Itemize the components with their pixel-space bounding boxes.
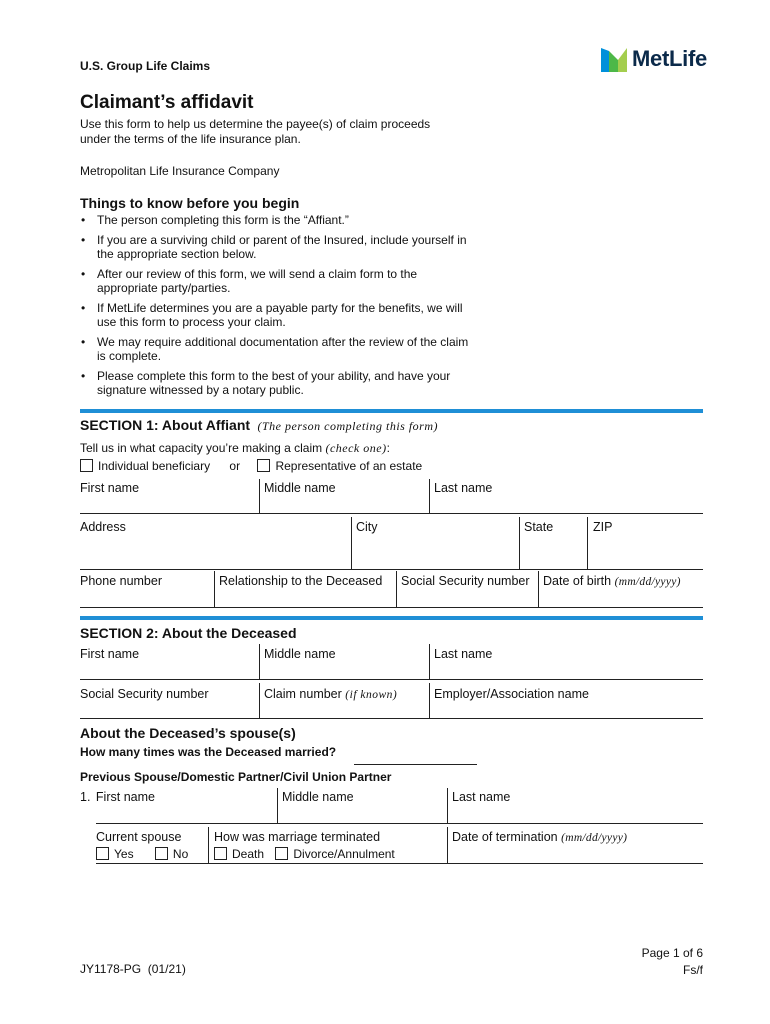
times-married-field[interactable] — [354, 749, 477, 765]
affiant-dob-label — [543, 574, 681, 590]
document-category: U.S. Group Life Claims — [80, 59, 211, 73]
section1-divider — [80, 409, 703, 413]
deceased-last-name-label: Last name — [434, 647, 493, 661]
affiant-phone-label: Phone number — [80, 574, 163, 588]
list-item: • After our review of this form, we will send a claim form to the appropriate party/parties. — [80, 267, 470, 295]
section1-title-note: (The person completing this form) — [257, 419, 439, 433]
claim-number-text: Claim number — [264, 687, 342, 701]
metlife-logo — [601, 45, 711, 73]
dob-label-text: Date of birth — [543, 574, 612, 588]
row-underline — [80, 607, 703, 608]
employer-field[interactable] — [430, 702, 703, 718]
no-label: No — [172, 847, 189, 861]
spouse-middle-name-field[interactable] — [278, 806, 447, 823]
or-text: or — [229, 459, 241, 473]
things-to-know-heading: Things to know before you begin — [80, 195, 300, 211]
date-termination-note: (mm/dd/yyyy) — [561, 832, 628, 844]
intro-text: Use this form to help us determine the payee(s) of claim proceeds under the terms of the life insurance plan. — [80, 117, 431, 146]
date-termination-label — [452, 830, 627, 846]
current-spouse-yes-checkbox[interactable] — [96, 847, 109, 860]
individual-beneficiary-label: Individual beneficiary — [98, 459, 211, 473]
termination-divorce-option[interactable] — [275, 847, 394, 861]
capacity-prompt — [80, 441, 390, 456]
current-spouse-no-checkbox[interactable] — [155, 847, 168, 860]
termination-death-option[interactable] — [214, 847, 264, 861]
row-underline — [80, 569, 703, 570]
spouse-first-name-field[interactable] — [96, 806, 277, 823]
section1-heading — [80, 417, 438, 435]
spouse-first-name-text: First name — [95, 790, 155, 804]
company-name: Metropolitan Life Insurance Company — [80, 164, 280, 178]
deceased-middle-name-field[interactable] — [260, 662, 429, 679]
current-spouse-yes-option[interactable] — [96, 847, 134, 861]
estate-representative-checkbox[interactable] — [257, 459, 270, 472]
affiant-last-name-label: Last name — [434, 481, 493, 495]
how-terminated-label: How was marriage terminated — [214, 830, 381, 844]
list-item: • We may require additional documentation after the review of the claim is complete. — [80, 335, 470, 363]
affiant-ssn-label: Social Security number — [401, 574, 530, 588]
affiant-address-field[interactable] — [80, 536, 351, 569]
times-married-label: How many times was the Deceased married? — [80, 745, 337, 759]
affiant-dob-field[interactable] — [539, 590, 703, 607]
spouse-heading: About the Deceased’s spouse(s) — [80, 725, 296, 741]
yes-label: Yes — [114, 847, 134, 861]
section2-title: SECTION 2: About the Deceased — [80, 625, 297, 641]
individual-beneficiary-option[interactable] — [80, 459, 210, 473]
spouse-last-name-label: Last name — [452, 790, 511, 804]
affiant-relationship-label: Relationship to the Deceased — [219, 574, 383, 588]
termination-options — [214, 847, 395, 862]
affiant-zip-field[interactable] — [588, 536, 703, 569]
previous-spouse-heading: Previous Spouse/Domestic Partner/Civil Union Partner — [80, 770, 392, 784]
deceased-middle-name-label: Middle name — [264, 647, 336, 661]
claim-number-note: (if known) — [345, 689, 398, 701]
page-number: Page 1 of 6 — [641, 946, 703, 960]
estate-representative-option[interactable] — [257, 459, 422, 473]
termination-divorce-checkbox[interactable] — [275, 847, 288, 860]
section2-divider — [80, 616, 703, 620]
affiant-ssn-field[interactable] — [397, 590, 538, 607]
affiant-zip-label: ZIP — [593, 520, 613, 534]
row-underline — [96, 823, 703, 824]
date-termination-text: Date of termination — [452, 830, 558, 844]
row-underline — [80, 513, 703, 514]
current-spouse-label: Current spouse — [96, 830, 182, 844]
affiant-first-name-label: First name — [80, 481, 140, 495]
affiant-middle-name-field[interactable] — [260, 496, 429, 513]
deceased-first-name-label: First name — [80, 647, 140, 661]
list-item: • Please complete this form to the best of your ability, and have your signature witnessed by a notary public. — [80, 369, 470, 397]
spouse-entry-number: 1. — [80, 790, 91, 804]
affiant-state-label: State — [524, 520, 554, 534]
dob-format-note: (mm/dd/yyyy) — [614, 576, 681, 588]
spouse-entry-first-name-label — [80, 790, 155, 805]
section1-title: SECTION 1: About Affiant — [80, 417, 251, 433]
list-item: • If MetLife determines you are a payable party for the benefits, we will use this form to process your claim. — [80, 301, 470, 329]
spouse-middle-name-label: Middle name — [282, 790, 354, 804]
affiant-relationship-field[interactable] — [215, 590, 396, 607]
death-label: Death — [232, 847, 265, 861]
list-item: • The person completing this form is the “Affiant.” — [80, 213, 470, 227]
deceased-first-name-field[interactable] — [80, 662, 259, 679]
affiant-address-label: Address — [80, 520, 126, 534]
row-underline — [80, 679, 703, 680]
metlife-m-icon — [601, 46, 627, 72]
affiant-first-name-field[interactable] — [80, 496, 259, 513]
date-termination-field[interactable] — [448, 846, 703, 863]
estate-representative-label: Representative of an estate — [275, 459, 423, 473]
footer-code: Fs/f — [683, 963, 703, 977]
deceased-ssn-label: Social Security number — [80, 687, 209, 701]
claim-number-field[interactable] — [260, 702, 429, 718]
capacity-note: (check one) — [325, 441, 387, 455]
affiant-last-name-field[interactable] — [430, 496, 703, 513]
row-underline — [96, 863, 703, 864]
affiant-city-label: City — [356, 520, 378, 534]
things-to-know-list — [80, 213, 470, 403]
spouse-last-name-field[interactable] — [448, 806, 703, 823]
field-divider — [208, 827, 209, 863]
affiant-phone-field[interactable] — [80, 590, 214, 607]
affiant-middle-name-label: Middle name — [264, 481, 336, 495]
claim-number-label — [264, 687, 397, 703]
current-spouse-no-option[interactable] — [155, 847, 188, 861]
current-spouse-options — [96, 847, 188, 862]
page-title: Claimant’s affidavit — [80, 92, 254, 113]
capacity-prompt-text: Tell us in what capacity you’re making a claim — [80, 441, 323, 455]
list-item: • If you are a surviving child or parent of the Insured, include yourself in the appropriate section below. — [80, 233, 470, 261]
affiant-city-field[interactable] — [352, 536, 519, 569]
individual-beneficiary-checkbox[interactable] — [80, 459, 93, 472]
capacity-options — [80, 459, 422, 474]
affiant-state-field[interactable] — [520, 536, 587, 569]
deceased-last-name-field[interactable] — [430, 662, 703, 679]
divorce-label: Divorce/Annulment — [293, 847, 395, 861]
capacity-colon: : — [386, 441, 390, 455]
employer-label: Employer/Association name — [434, 687, 589, 701]
logo-wordmark: MetLife — [632, 46, 707, 71]
termination-death-checkbox[interactable] — [214, 847, 227, 860]
form-code: JY1178-PG (01/21) — [80, 962, 186, 976]
row-underline — [80, 718, 703, 719]
deceased-ssn-field[interactable] — [80, 702, 259, 718]
